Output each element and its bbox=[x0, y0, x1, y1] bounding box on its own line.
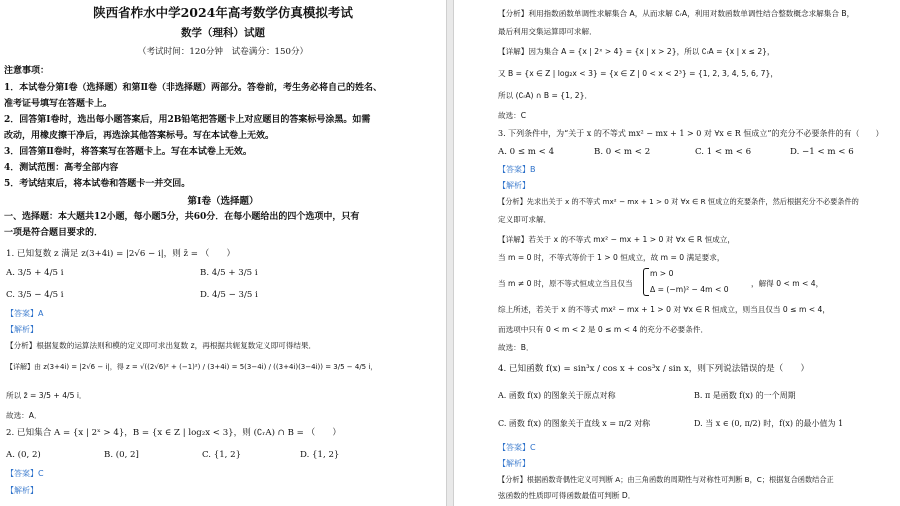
q3-detail: 而选项中只有 0 < m < 2 是 0 ≤ m < 4 的充分不必要条件． bbox=[498, 325, 709, 334]
notice-line: 5．考试结束后，将本试卷和答题卡一并交回。 bbox=[4, 179, 191, 189]
q3-option-a: A. 0 ≤ m < 4 bbox=[498, 147, 555, 157]
exam-info: （考试时间：120分钟 试卷满分：150分） bbox=[137, 47, 309, 57]
page-gutter bbox=[446, 0, 454, 506]
q3-option-b: B. 0 < m < 2 bbox=[594, 147, 651, 157]
q4-option-b: B. π 是函数 f(x) 的一个周期 bbox=[694, 391, 796, 400]
q2-analysis: 【分析】利用指数函数单调性求解集合 A，从而求解 ∁ᵣA，利用对数函数单调性结合整数概念求解集合 B， bbox=[498, 9, 855, 18]
q1-analysis-tag: 【解析】 bbox=[6, 325, 38, 334]
q3-detail: 当 m ≠ 0 时，原不等式恒成立当且仅当 bbox=[498, 279, 633, 288]
q1-option-d: D. 4/5 − 3/5 i bbox=[200, 290, 258, 300]
q4-option-a: A. 函数 f(x) 的图象关于原点对称 bbox=[498, 391, 616, 400]
exam-title: 陕西省柞水中学2024年高考数学仿真模拟考试 bbox=[93, 5, 353, 20]
q3-option-d: D. −1 < m < 6 bbox=[790, 147, 854, 157]
q2-analysis-tag: 【解析】 bbox=[6, 486, 38, 495]
notice-line: 3．回答第Ⅱ卷时，将答案写在答题卡上。写在本试卷上无效。 bbox=[4, 147, 252, 157]
q3-detail: 综上所述，若关于 x 的不等式 mx² − mx + 1 > 0 对 ∀x ∈ R 恒成立，则当且仅当 0 ≤ m < 4， bbox=[498, 305, 830, 314]
notice-line: 准考证号填写在答题卡上。 bbox=[4, 99, 113, 109]
q2-analysis: 最后利用交集运算即可求解． bbox=[498, 27, 597, 36]
q2-option-c: C. {1, 2} bbox=[202, 450, 242, 460]
section-heading: 第Ⅰ卷（选择题） bbox=[187, 196, 259, 207]
left-page bbox=[0, 0, 446, 506]
q3-conclusion: 故选：B． bbox=[498, 343, 534, 352]
q2-option-a: A. (0, 2) bbox=[6, 450, 41, 460]
q2-detail: 又 B = {x ∈ Z | log₂x < 3} = {x ∈ Z | 0 < x < 2³} = {1, 2, 3, 4, 5, 6, 7}， bbox=[498, 69, 778, 78]
q2-answer-tag: 【答案】C bbox=[6, 469, 44, 478]
q3-detail: 当 m = 0 时，不等式等价于 1 > 0 恒成立，故 m = 0 满足要求， bbox=[498, 253, 725, 262]
section-intro: 一项是符合题目要求的． bbox=[4, 228, 104, 238]
q4-stem: 4. 已知函数 f(x) = sin³x / cos x + cos³x / sin x，则下列说法错误的是（ ） bbox=[498, 364, 810, 374]
right-page bbox=[454, 0, 900, 506]
q3-stem: 3. 下列条件中，为“关于 x 的不等式 mx² − mx + 1 > 0 对 ∀x ∈ R 恒成立”的充分不必要条件的有（ ） bbox=[498, 129, 884, 138]
q1-stem: 1. 已知复数 z 满足 z(3+4i) = |2√6 − i|，则 z̄ = （ ） bbox=[6, 249, 236, 259]
q3-condition: Δ = (−m)² − 4m < 0 bbox=[650, 285, 729, 294]
q1-conclusion: 故选：A． bbox=[6, 411, 42, 420]
q2-detail: 【详解】因为集合 A = {x | 2ˣ > 4} = {x | x > 2}，所以 ∁ᵣA = {x | x ≤ 2}， bbox=[498, 47, 775, 56]
notice-line: 改动，用橡皮擦干净后，再选涂其他答案标号。写在本试卷上无效。 bbox=[4, 131, 275, 141]
q3-analysis: 定义即可求解． bbox=[498, 215, 552, 224]
q2-option-b: B. (0, 2] bbox=[104, 450, 139, 460]
q2-detail: 所以 (∁ᵣA) ∩ B = {1, 2}． bbox=[498, 91, 593, 100]
q4-analysis: 【分析】根据函数奇偶性定义可判断 A；由三角函数的周期性与对称性可判断 B，C；根据复合函数结合正 bbox=[498, 475, 834, 484]
q3-analysis: 【分析】先求出关于 x 的不等式 mx² − mx + 1 > 0 对 ∀x ∈ R 恒成立的充要条件，然后根据充分不必要条件的 bbox=[498, 197, 859, 206]
q1-analysis: 【分析】根据复数的运算法则和模的定义即可求出复数 z，再根据共轭复数定义即可得结果． bbox=[6, 341, 317, 350]
system-brace bbox=[643, 268, 649, 296]
q3-detail: ，解得 0 < m < 4， bbox=[751, 279, 824, 288]
q1-option-c: C. 3/5 − 4/5 i bbox=[6, 290, 64, 300]
q3-answer-tag: 【答案】B bbox=[498, 165, 536, 174]
q4-option-d: D. 当 x ∈ (0, π/2) 时，f(x) 的最小值为 1 bbox=[694, 419, 844, 428]
q3-detail: 【详解】若关于 x 的不等式 mx² − mx + 1 > 0 对 ∀x ∈ R 恒成立， bbox=[498, 235, 735, 244]
q3-option-c: C. 1 < m < 6 bbox=[695, 147, 752, 157]
q1-option-b: B. 4/5 + 3/5 i bbox=[200, 268, 258, 278]
q1-option-a: A. 3/5 + 4/5 i bbox=[6, 268, 64, 278]
q2-option-d: D. {1, 2} bbox=[300, 450, 340, 460]
q4-analysis-tag: 【解析】 bbox=[498, 459, 530, 468]
q4-option-c: C. 函数 f(x) 的图象关于直线 x = π/2 对称 bbox=[498, 419, 651, 428]
q1-result: 所以 z̄ = 3/5 + 4/5 i． bbox=[6, 391, 87, 400]
notice-heading: 注意事项： bbox=[4, 66, 50, 76]
q1-answer-tag: 【答案】A bbox=[6, 309, 44, 318]
q2-stem: 2. 已知集合 A = {x | 2ˣ > 4}，B = {x ∈ Z | log₂x < 3}，则 (∁ᵣA) ∩ B = （ ） bbox=[6, 428, 341, 438]
q3-condition: m > 0 bbox=[650, 269, 674, 278]
q3-analysis-tag: 【解析】 bbox=[498, 181, 530, 190]
q2-conclusion: 故选：C bbox=[498, 111, 527, 120]
notice-line: 1．本试卷分第Ⅰ卷（选择题）和第Ⅱ卷（非选择题）两部分。答卷前，考生务必将自己的姓名、 bbox=[4, 83, 383, 93]
q4-answer-tag: 【答案】C bbox=[498, 443, 536, 452]
notice-line: 4．测试范围：高考全部内容 bbox=[4, 163, 119, 173]
notice-line: 2．回答第Ⅰ卷时，选出每小题答案后，用2B铅笔把答题卡上对应题目的答案标号涂黑。如需 bbox=[4, 115, 371, 125]
q4-analysis: 弦函数的性质即可得函数最值可判断 D． bbox=[498, 491, 636, 500]
q1-detail: 【详解】由 z(3+4i) = |2√6 − i|，得 z = √((2√6)² + (−1)²) / (3+4i) = 5(3−4i) / ((3+4i)(3−4i)) = 3/5 − 4/5 i， bbox=[6, 363, 378, 371]
exam-subtitle: 数学（理科）试题 bbox=[181, 27, 265, 39]
section-intro: 一、选择题：本大题共12小题，每小题5分，共60分．在每小题给出的四个选项中，只有 bbox=[4, 212, 360, 222]
